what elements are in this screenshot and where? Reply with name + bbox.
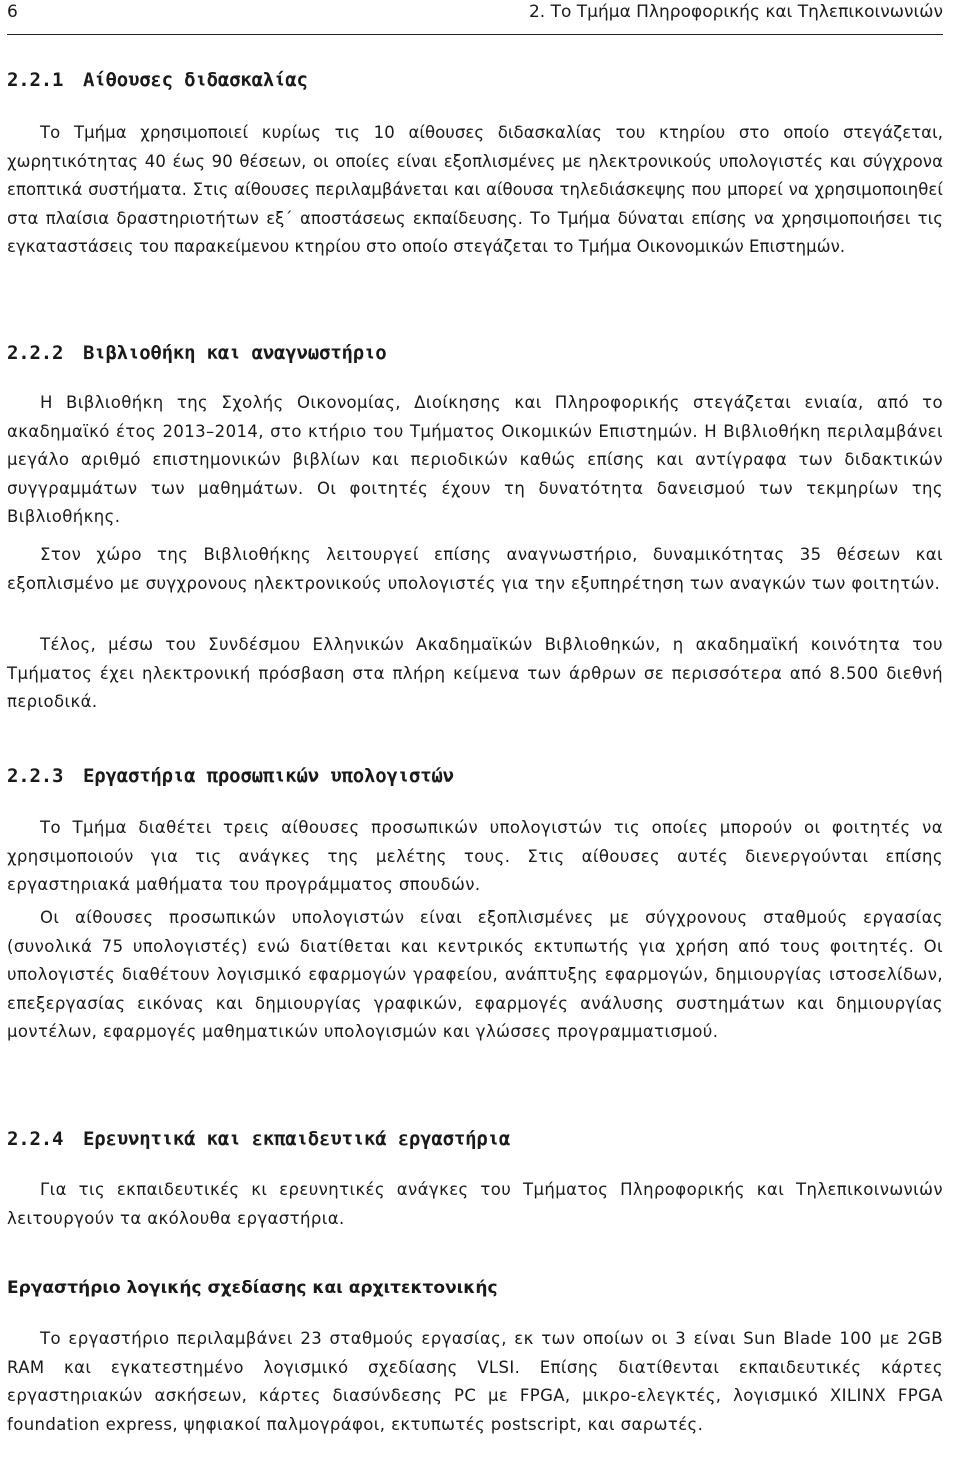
paragraph: Τέλος, μέσω του Συνδέσμου Ελληνικών Ακαδημαϊκών Βιβλιοθηκών, η ακαδημαϊκή κοινότητα του Τμήματος έχει ηλεκτρονική πρόσβαση στα πλήρη κείμενα των άρθρων σε περισσότερα από 8.500 διεθνή περιοδικά. <box>7 635 943 712</box>
section-title: Βιβλιοθήκη και αναγνωστήριο <box>83 342 387 364</box>
section-heading-2-2-4 <box>7 1127 510 1151</box>
section-number: 2.2.1 <box>7 69 64 91</box>
subsection-heading: Εργαστήριο λογικής σχεδίασης και αρχιτεκτονικής <box>7 1278 498 1298</box>
section-title: Εργαστήρια προσωπικών υπολογιστών <box>83 765 454 787</box>
page-number: 6 <box>7 2 18 22</box>
paragraph: Το Τμήμα διαθέτει τρεις αίθουσες προσωπικών υπολογιστών τις οποίες μπορούν οι φοιτητές να χρησιμοποιούν για τις ανάγκες της μελέτης τους. Στις αίθουσες αυτές διενεργούνται επίσης εργαστηριακά μαθήματα του προγράμματος σπουδών. <box>7 818 943 895</box>
chapter-title: 2. Το Τμήμα Πληροφορικής και Τηλεπικοινωνιών <box>528 2 943 22</box>
section-title: Ερευνητικά και εκπαιδευτικά εργαστήρια <box>83 1128 511 1150</box>
paragraph: Το εργαστήριο περιλαμβάνει 23 σταθμούς εργασίας, εκ των οποίων οι 3 είναι Sun Blade 100 με 2GB RAM και εγκατεστημένο λογισμικό σχεδίασης VLSI. Επίσης διατίθενται εκπαιδευτικές κάρτες εργαστηριακών ασκήσεων, κάρτες διασύνδεσης PC με FPGA, μικρο-ελεγκτές, λογισμικό XILINX FPGA foundation express, ψηφιακοί παλμογράφοι, εκτυπωτές postscript, και σαρωτές. <box>7 1329 943 1434</box>
section-heading-2-2-2 <box>7 341 386 365</box>
section-number: 2.2.4 <box>7 1128 64 1150</box>
section-number: 2.2.2 <box>7 342 64 364</box>
running-header <box>7 0 943 30</box>
paragraph: Για τις εκπαιδευτικές κι ερευνητικές ανάγκες του Τμήματος Πληροφορικής και Τηλεπικοινωνιών λειτουργούν τα ακόλουθα εργαστήρια. <box>7 1180 943 1228</box>
paragraph: Στον χώρο της Βιβλιοθήκης λειτουργεί επίσης αναγνωστήριο, δυναμικότητας 35 θέσεων και εξοπλισμένο με συγχρονους ηλεκτρονικούς υπολογιστές για την εξυπηρέτηση των αναγκών των φοιτητών. <box>7 545 943 593</box>
header-rule <box>7 34 943 35</box>
paragraph: Η Βιβλιοθήκη της Σχολής Οικονομίας, Διοίκησης και Πληροφορικής στεγάζεται ενιαία, από το ακαδημαϊκό έτος 2013–2014, στο κτήριο του Τμήματος Οικομικών Επιστημών. Η Βιβλιοθήκη περιλαμβάνει μεγάλο αριθμό επιστημονικών βιβλίων και περιοδικών καθώς επίσης και αντίγραφα των διδακτικών συγγραμμάτων των μαθημάτων. Οι φοιτητές έχουν τη δυνατότητα δανεισμού των τεκμηρίων της Βιβλιοθήκης. <box>7 393 943 527</box>
paragraph: Οι αίθουσες προσωπικών υπολογιστών είναι εξοπλισμένες με σύγχρονους σταθμούς εργασίας (συνολικά 75 υπολογιστές) ενώ διατίθεται και κεντρικός εκτυπωτής για χρήση από τους φοιτητές. Οι υπολογιστές διαθέτουν λογισμικό εφαρμογών γραφείου, ανάπτυξης εφαρμογών, δημιουργίας ιστοσελίδων, επεξεργασίας εικόνας και δημιουργίας γραφικών, εφαρμογές ανάλυσης συστημάτων και δημιουργίας μοντέλων, εφαρμογές μαθηματικών υπολογισμών και γλώσσες προγραμματισμού. <box>7 908 943 1042</box>
section-title: Αίθουσες διδασκαλίας <box>83 69 308 91</box>
paragraph: Το Τμήμα χρησιμοποιεί κυρίως τις 10 αίθουσες διδασκαλίας του κτηρίου στο οποίο στεγάζεται, χωρητικότητας 40 έως 90 θέσεων, οι οποίες είναι εξοπλισμένες με ηλεκτρονικούς υπολογιστές και σύγχρονα εποπτικά συστήματα. Στις αίθουσες περιλαμβάνεται και αίθουσα τηλεδιάσκεψης που μπορεί να χρησιμοποιηθεί στα πλαίσια δραστηριοτήτων εξ΄ αποστάσεως εκπαίδευσης. Το Τμήμα δύναται επίσης να χρησιμοποιήσει τις εγκαταστάσεις του παρακείμενου κτηρίου στο οποίο στεγάζεται το Τμήμα Οικονομικών Επιστημών. <box>7 123 943 257</box>
section-heading-2-2-3 <box>7 764 454 788</box>
section-heading-2-2-1 <box>7 68 308 92</box>
section-number: 2.2.3 <box>7 765 64 787</box>
